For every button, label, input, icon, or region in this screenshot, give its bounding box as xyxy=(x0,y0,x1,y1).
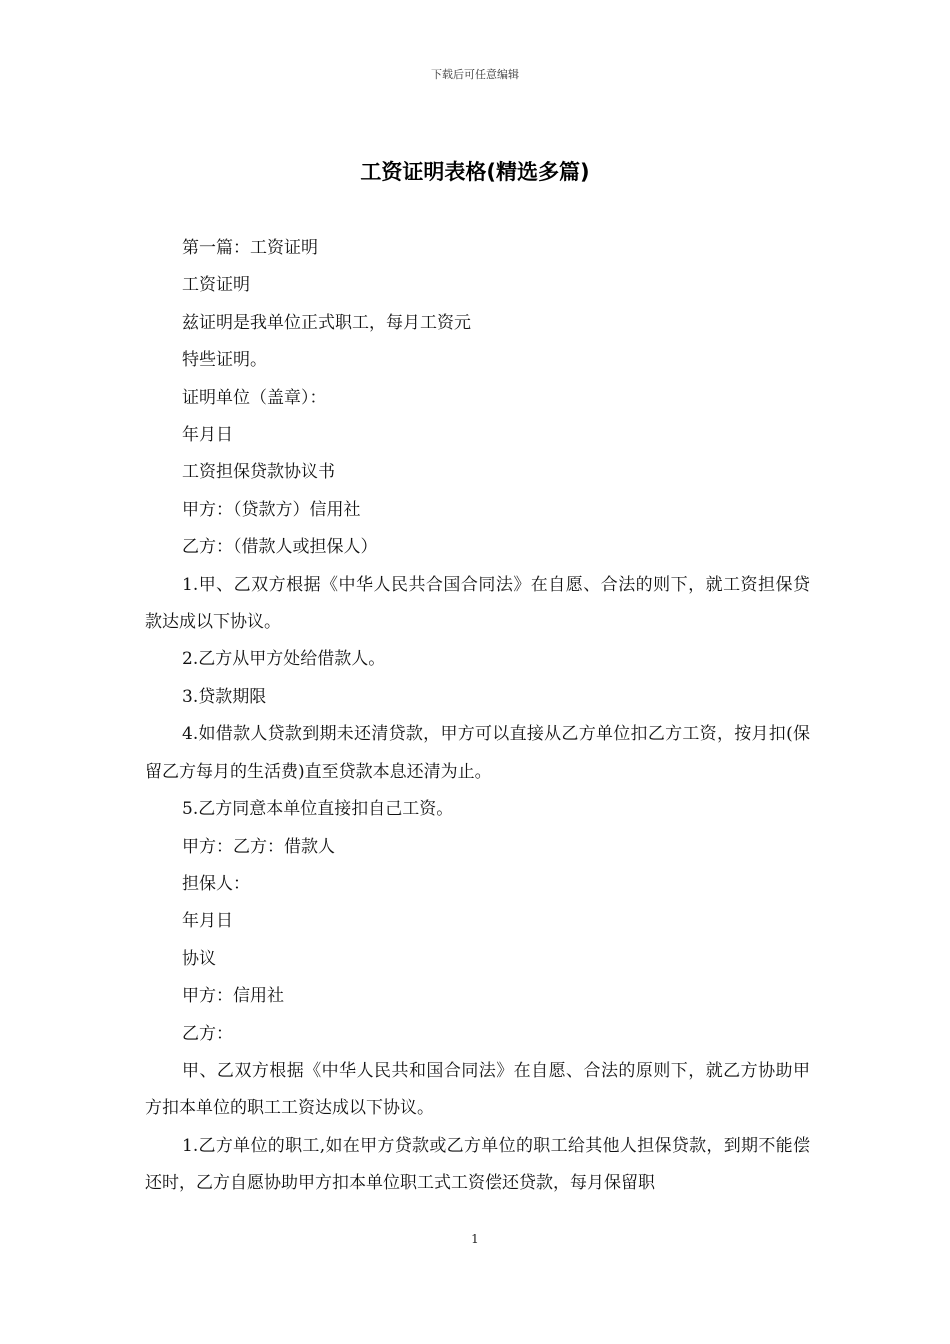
paragraph: 协议 xyxy=(182,948,216,969)
paragraph: 乙方： xyxy=(182,1023,233,1044)
paragraph: 5.乙方同意本单位直接扣自己工资。 xyxy=(182,799,454,820)
paragraph: 年月日 xyxy=(182,425,233,446)
paragraph: 甲方：信用社 xyxy=(182,986,284,1007)
page-number: 1 xyxy=(471,1232,479,1246)
document-title: 工资证明表格(精选多篇) xyxy=(360,160,590,184)
document-body xyxy=(145,230,810,1203)
paragraph: 甲方：（贷款方）信用社 xyxy=(182,499,361,520)
paragraph: 证明单位（盖章）： xyxy=(182,387,327,408)
paragraph: 兹证明是我单位正式职工，每月工资元 xyxy=(182,312,471,333)
paragraph: 1.甲、乙双方根据《中华人民共合国合同法》在自愿、合法的则下，就工资担保贷款达成以下协议。 xyxy=(145,574,810,633)
paragraph: 特些证明。 xyxy=(182,350,267,371)
paragraph: 担保人： xyxy=(182,873,250,894)
paragraph: 3.贷款期限 xyxy=(182,686,267,707)
paragraph: 1.乙方单位的职工,如在甲方贷款或乙方单位的职工给其他人担保贷款，到期不能偿还时，乙方自愿协助甲方扣本单位职工式工资偿还贷款，每月保留职 xyxy=(145,1135,810,1194)
paragraph: 第一篇：工资证明 xyxy=(182,238,318,258)
paragraph: 4.如借款人贷款到期未还清贷款，甲方可以直接从乙方单位扣乙方工资，按月扣(保留乙方每月的生活费)直至贷款本息还清为止。 xyxy=(145,724,810,782)
paragraph: 2.乙方从甲方处给借款人。 xyxy=(182,649,386,670)
paragraph: 工资担保贷款协议书 xyxy=(182,462,335,483)
paragraph: 年月日 xyxy=(182,911,233,932)
paragraph: 乙方：（借款人或担保人） xyxy=(182,537,378,558)
paragraph: 工资证明 xyxy=(182,275,250,296)
page-header: 下载后可任意编辑 xyxy=(431,68,519,81)
paragraph: 甲、乙双方根据《中华人民共和国合同法》在自愿、合法的原则下，就乙方协助甲方扣本单位的职工工资达成以下协议。 xyxy=(145,1060,810,1119)
paragraph: 甲方：乙方：借款人 xyxy=(182,836,335,857)
